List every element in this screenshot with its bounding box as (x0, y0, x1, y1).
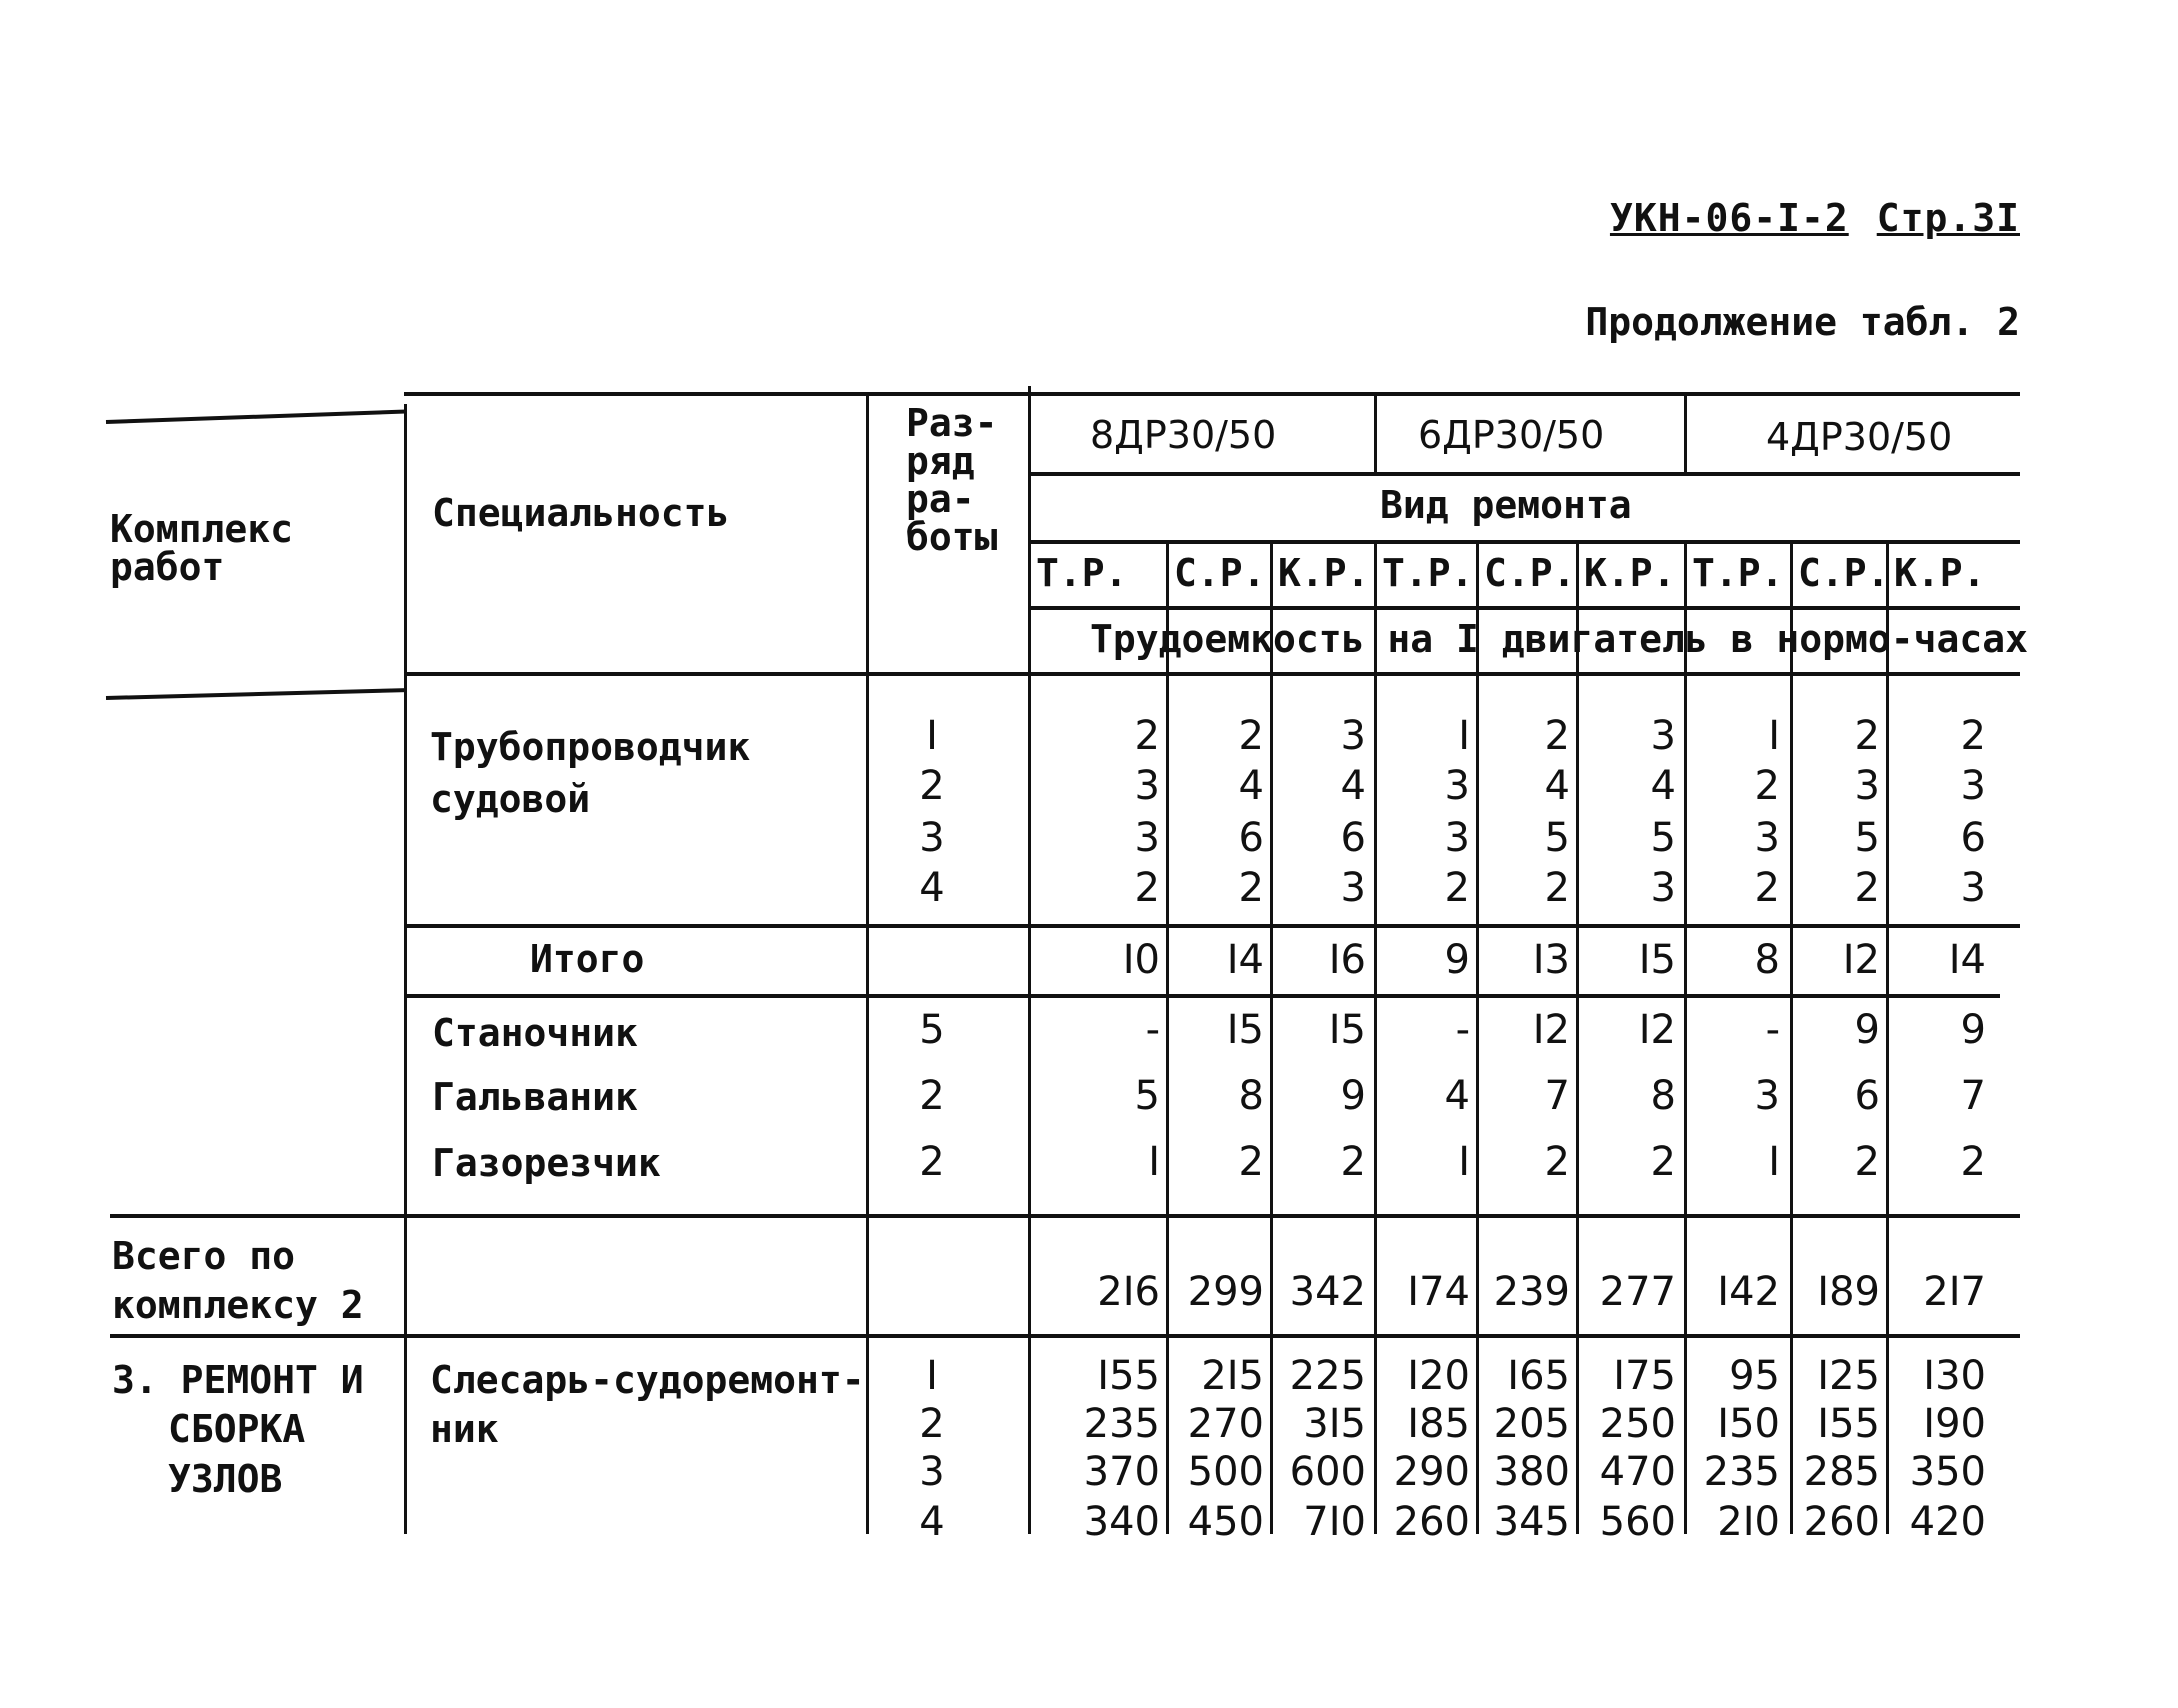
repair-kind-5: С.Р. (1484, 551, 1576, 595)
single-value: 4 (1444, 1073, 1470, 1119)
pipefitter-value: 3 (1444, 763, 1470, 809)
repair-type-header: Вид ремонта (1380, 483, 1632, 527)
fitter-value: 345 (1493, 1499, 1570, 1545)
fitter-value: 250 (1599, 1401, 1676, 1447)
rule-column-6 (1576, 540, 1579, 1534)
single-value: 3 (1754, 1073, 1780, 1119)
pipefitter-value: 3 (1960, 865, 1986, 911)
subtotal-value: I3 (1532, 937, 1570, 983)
subtotal-label: Итого (530, 937, 645, 981)
grade-header: Раз- ряд ра- боты (906, 401, 998, 559)
rule-total-bottom (110, 1334, 2020, 1338)
pipefitter-grade: I (926, 713, 938, 759)
pipefitter-grade: 2 (919, 763, 945, 809)
pipefitter-value: 2 (1134, 865, 1160, 911)
complex-header: Комплекс работ (110, 507, 294, 589)
total-value: 277 (1599, 1269, 1676, 1315)
single-value: 7 (1544, 1073, 1570, 1119)
pipefitter-value: 6 (1960, 815, 1986, 861)
pipefitter-value: I (1768, 713, 1780, 759)
single-value: I (1458, 1139, 1470, 1185)
section3-complex: 3. РЕМОНТ И СБОРКА УЗЛОВ (112, 1358, 364, 1501)
subtotal-value: I2 (1842, 937, 1880, 983)
single-value: - (1455, 1007, 1470, 1053)
fitter-value: I25 (1817, 1353, 1880, 1399)
single-value: I5 (1226, 1007, 1264, 1053)
repair-kind-4: Т.Р. (1382, 551, 1474, 595)
pipefitter-value: 3 (1340, 865, 1366, 911)
pipefitter-value: 3 (1444, 815, 1470, 861)
fitter-value: 350 (1909, 1449, 1986, 1495)
total-value: 342 (1289, 1269, 1366, 1315)
subtotal-value: 9 (1444, 937, 1470, 983)
repair-kind-2: С.Р. (1174, 551, 1266, 595)
pipefitter-value: 3 (1134, 815, 1160, 861)
rule-column-5 (1476, 540, 1479, 1534)
fitter-value: 450 (1187, 1499, 1264, 1545)
fitter-value: I85 (1407, 1401, 1470, 1447)
fitter-value: I50 (1717, 1401, 1780, 1447)
lathe-operator-name: Станочник (432, 1011, 638, 1055)
total-value: 2I7 (1923, 1269, 1986, 1315)
rule-subtotal-bottom (404, 994, 2000, 998)
rule-top-left (106, 410, 406, 424)
total-value: I42 (1717, 1269, 1780, 1315)
fitter-name: Слесарь-судоремонт- ник (430, 1358, 865, 1452)
single-value: 2 (1650, 1139, 1676, 1185)
fitter-value: I90 (1923, 1401, 1986, 1447)
total-value: 239 (1493, 1269, 1570, 1315)
fitter-grade: 4 (919, 1499, 945, 1545)
repair-kind-3: К.Р. (1278, 551, 1370, 595)
pipefitter-value: 5 (1544, 815, 1570, 861)
table-continuation-caption: Продолжение табл. 2 (1585, 300, 2020, 344)
pipefitter-value: 2 (1238, 713, 1264, 759)
fitter-grade: 3 (919, 1449, 945, 1495)
subtotal-value: I4 (1226, 937, 1264, 983)
engine-6dr: 6ДР30/50 (1418, 413, 1605, 457)
fitter-value: I55 (1817, 1401, 1880, 1447)
rule-specialty-left (404, 404, 407, 1534)
rule-column-2 (1166, 540, 1169, 1534)
gas-cutter-name: Газорезчик (432, 1141, 661, 1185)
total-label: Всего по комплексу 2 (112, 1234, 364, 1328)
total-value: 299 (1187, 1269, 1264, 1315)
pipefitter-value: 2 (1238, 865, 1264, 911)
pipefitter-value: 2 (1444, 865, 1470, 911)
single-value: 8 (1650, 1073, 1676, 1119)
fitter-value: I65 (1507, 1353, 1570, 1399)
rule-header-left (106, 688, 406, 700)
single-grade: 2 (919, 1073, 945, 1119)
fitter-grade: I (926, 1353, 938, 1399)
total-value: I89 (1817, 1269, 1880, 1315)
single-value: 2 (1544, 1139, 1570, 1185)
pipefitter-value: 2 (1134, 713, 1160, 759)
pipefitter-value: 2 (1754, 763, 1780, 809)
galvanizer-name: Гальваник (432, 1075, 638, 1119)
specialty-header: Специальность (432, 491, 730, 535)
fitter-value: 560 (1599, 1499, 1676, 1545)
fitter-value: 600 (1289, 1449, 1366, 1495)
document-code: УКН-06-I-2 Стр.3I (1609, 196, 2020, 240)
rule-grade-left (866, 396, 869, 1534)
single-value: I2 (1532, 1007, 1570, 1053)
pipefitter-value: 3 (1134, 763, 1160, 809)
pipefitter-value: 5 (1650, 815, 1676, 861)
rule-total-top (110, 1214, 2020, 1218)
pipefitter-value: 4 (1238, 763, 1264, 809)
engine-8dr: 8ДР30/50 (1090, 413, 1277, 457)
rule-column-7 (1684, 540, 1687, 1534)
page-number: Стр.3I (1876, 196, 2020, 240)
pipefitter-value: 2 (1854, 865, 1880, 911)
subtotal-value: I6 (1328, 937, 1366, 983)
rule-column-9 (1886, 540, 1889, 1534)
single-value: 5 (1134, 1073, 1160, 1119)
single-value: I (1148, 1139, 1160, 1185)
pipefitter-value: 4 (1544, 763, 1570, 809)
fitter-value: 380 (1493, 1449, 1570, 1495)
single-value: 9 (1854, 1007, 1880, 1053)
single-value: I (1768, 1139, 1780, 1185)
single-grade: 2 (919, 1139, 945, 1185)
rule-kinds-bottom (1028, 606, 2020, 610)
single-value: 2 (1854, 1139, 1880, 1185)
rule-header-bottom (404, 672, 2020, 676)
rule-values-left (1028, 386, 1031, 1534)
rule-engine-bottom (1028, 472, 2020, 476)
pipefitter-name: Трубопроводчик судовой (430, 725, 751, 821)
pipefitter-value: 2 (1754, 865, 1780, 911)
engine-4dr: 4ДР30/50 (1766, 415, 1953, 459)
rule-top-right (404, 392, 2020, 396)
single-value: 2 (1340, 1139, 1366, 1185)
pipefitter-value: I (1458, 713, 1470, 759)
repair-kind-8: С.Р. (1798, 551, 1890, 595)
fitter-value: 95 (1729, 1353, 1780, 1399)
fitter-value: 225 (1289, 1353, 1366, 1399)
pipefitter-value: 6 (1340, 815, 1366, 861)
pipefitter-value: 2 (1854, 713, 1880, 759)
pipefitter-value: 3 (1754, 815, 1780, 861)
pipefitter-value: 2 (1544, 713, 1570, 759)
fitter-value: 470 (1599, 1449, 1676, 1495)
rule-engine-6-left (1374, 392, 1377, 472)
pipefitter-value: 2 (1960, 713, 1986, 759)
fitter-value: 235 (1083, 1401, 1160, 1447)
fitter-value: 370 (1083, 1449, 1160, 1495)
fitter-value: 2I0 (1717, 1499, 1780, 1545)
total-value: I74 (1407, 1269, 1470, 1315)
single-value: 6 (1854, 1073, 1880, 1119)
fitter-value: 260 (1803, 1499, 1880, 1545)
repair-kind-7: Т.Р. (1692, 551, 1784, 595)
fitter-value: 235 (1703, 1449, 1780, 1495)
single-value: I5 (1328, 1007, 1366, 1053)
total-value: 2I6 (1097, 1269, 1160, 1315)
rule-column-4 (1374, 540, 1377, 1534)
fitter-value: 420 (1909, 1499, 1986, 1545)
fitter-value: 3I5 (1303, 1401, 1366, 1447)
fitter-grade: 2 (919, 1401, 945, 1447)
single-value: 9 (1960, 1007, 1986, 1053)
fitter-value: I20 (1407, 1353, 1470, 1399)
repair-kind-6: К.Р. (1584, 551, 1676, 595)
pipefitter-value: 3 (1854, 763, 1880, 809)
rule-subtotal-top (404, 924, 2020, 928)
fitter-value: I30 (1923, 1353, 1986, 1399)
fitter-value: 340 (1083, 1499, 1160, 1545)
rule-column-3 (1270, 540, 1273, 1534)
pipefitter-value: 4 (1340, 763, 1366, 809)
pipefitter-value: 3 (1650, 865, 1676, 911)
single-value: 8 (1238, 1073, 1264, 1119)
single-value: I2 (1638, 1007, 1676, 1053)
pipefitter-grade: 3 (919, 815, 945, 861)
fitter-value: 260 (1393, 1499, 1470, 1545)
fitter-value: 285 (1803, 1449, 1880, 1495)
pipefitter-value: 3 (1960, 763, 1986, 809)
subtotal-value: 8 (1754, 937, 1780, 983)
pipefitter-value: 3 (1650, 713, 1676, 759)
pipefitter-value: 4 (1650, 763, 1676, 809)
rule-repair-type-bottom (1028, 540, 2020, 544)
subtotal-value: I5 (1638, 937, 1676, 983)
fitter-value: I75 (1613, 1353, 1676, 1399)
single-value: 7 (1960, 1073, 1986, 1119)
pipefitter-grade: 4 (919, 865, 945, 911)
pipefitter-value: 5 (1854, 815, 1880, 861)
subtotal-value: I4 (1948, 937, 1986, 983)
fitter-value: 205 (1493, 1401, 1570, 1447)
single-value: - (1765, 1007, 1780, 1053)
fitter-value: 270 (1187, 1401, 1264, 1447)
fitter-value: 7I0 (1303, 1499, 1366, 1545)
fitter-value: I55 (1097, 1353, 1160, 1399)
subtotal-value: I0 (1122, 937, 1160, 983)
single-value: 2 (1960, 1139, 1986, 1185)
fitter-value: 500 (1187, 1449, 1264, 1495)
pipefitter-value: 2 (1544, 865, 1570, 911)
rule-engine-4-left (1684, 392, 1687, 472)
single-value: 9 (1340, 1073, 1366, 1119)
single-value: - (1145, 1007, 1160, 1053)
fitter-value: 2I5 (1201, 1353, 1264, 1399)
pipefitter-value: 6 (1238, 815, 1264, 861)
repair-kind-9: К.Р. (1894, 551, 1986, 595)
repair-kind-1: Т.Р. (1036, 551, 1128, 595)
pipefitter-value: 3 (1340, 713, 1366, 759)
single-grade: 5 (919, 1007, 945, 1053)
fitter-value: 290 (1393, 1449, 1470, 1495)
single-value: 2 (1238, 1139, 1264, 1185)
labor-caption: Трудоемкость на I двигатель в нормо-часах (1090, 617, 2028, 661)
